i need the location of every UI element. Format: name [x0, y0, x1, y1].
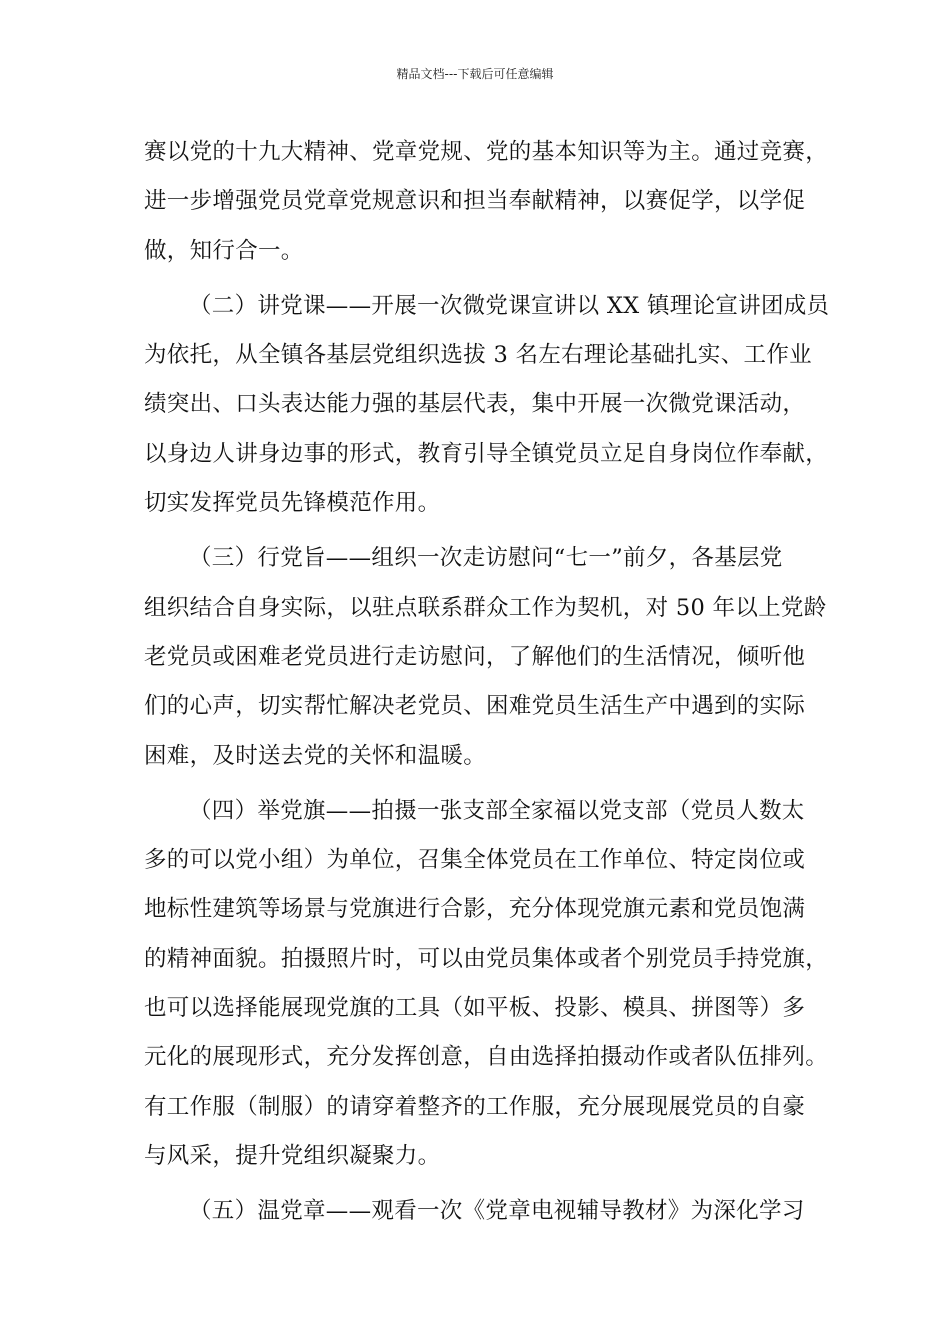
paragraph-4 [144, 787, 829, 1181]
paragraph-1 [144, 128, 829, 276]
text-line: 也可以选择能展现党旗的工具（如平板、投影、模具、拼图等）多 [144, 995, 806, 1022]
text-line: 元化的展现形式，充分发挥创意，自由选择拍摄动作或者队伍排列。 [144, 1044, 829, 1071]
paragraph-3 [144, 534, 827, 780]
text-line: 困难，及时送去党的关怀和温暖。 [144, 742, 487, 769]
text-line: （三）行党旨——组织一次走访慰问“七一”前夕，各基层党 [189, 545, 783, 572]
text-line: （二）讲党课——开展一次微党课宣讲以 XX 镇理论宣讲团成员 [189, 292, 830, 319]
page-header: 精品文档---下载后可任意编辑 [396, 67, 554, 81]
text-line: （四）举党旗——拍摄一张支部全家福以党支部（党员人数太 [189, 797, 805, 824]
text-line: 赛以党的十九大精神、党章党规、党的基本知识等为主。通过竞赛， [144, 139, 829, 165]
text-line: 有工作服（制服）的请穿着整齐的工作服，充分展现展党员的自豪 [144, 1093, 806, 1120]
text-line: 的精神面貌。拍摄照片时，可以由党员集体或者个别党员手持党旗， [144, 945, 829, 972]
text-line: 进一步增强党员党章党规意识和担当奉献精神，以赛促学，以学促 [144, 188, 806, 215]
text-line: 以身边人讲身边事的形式，教育引导全镇党员立足自身岗位作奉献， [144, 440, 829, 467]
text-line: 与风采，提升党组织凝聚力。 [144, 1142, 441, 1169]
text-line: 们的心声，切实帮忙解决老党员、困难党员生活生产中遇到的实际 [144, 693, 806, 720]
text-line: （五）温党章——观看一次《党章电视辅导教材》为深化学习 [189, 1198, 805, 1225]
paragraph-5 [144, 1187, 824, 1236]
text-line: 多的可以党小组）为单位，召集全体党员在工作单位、特定岗位或 [144, 847, 806, 874]
text-line: 地标性建筑等场景与党旗进行合影，充分体现党旗元素和党员饱满 [144, 896, 806, 923]
text-line: 绩突出、口头表达能力强的基层代表，集中开展一次微党课活动， [144, 391, 806, 418]
text-line: 老党员或困难老党员进行走访慰问，了解他们的生活情况，倾听他 [144, 643, 806, 670]
text-line: 做，知行合一。 [144, 237, 304, 264]
text-line: 为依托，从全镇各基层党组织选拔 3 名左右理论基础扎实、工作业 [144, 342, 812, 369]
document-body [144, 128, 830, 1237]
paragraph-2 [144, 282, 830, 528]
text-line: 切实发挥党员先锋模范作用。 [144, 490, 441, 517]
text-line: 组织结合自身实际，以驻点联系群众工作为契机，对 50 年以上党龄 [144, 594, 827, 621]
